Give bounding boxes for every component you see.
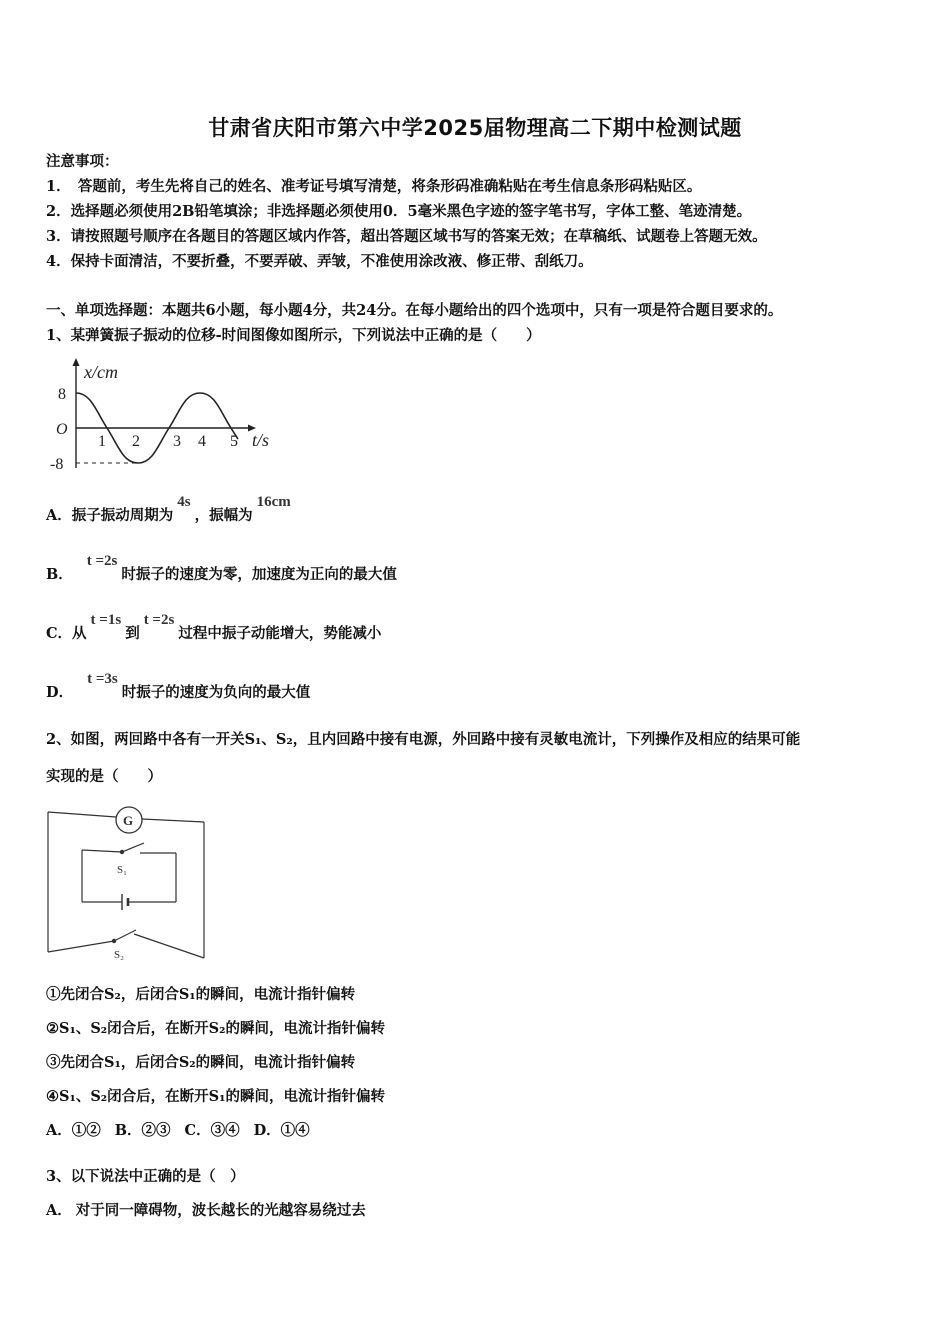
q3-option-a-letter: A．: [46, 1202, 72, 1219]
q3-option-a-text: 对于同一障碍物，波长越长的光越容易绕过去: [75, 1202, 366, 1219]
q2-statement-4: ④S₁、S₂闭合后，在断开S₁的瞬间，电流计指针偏转: [46, 1088, 385, 1105]
q1-x-tick-3: 3: [173, 433, 181, 450]
q2-choice-b-letter: B．: [114, 1122, 142, 1139]
q2-statement-1: ①先闭合S₂，后闭合S₁的瞬间，电流计指针偏转: [46, 986, 356, 1003]
q2-outer-top-left-wire: [48, 812, 116, 817]
q2-choice-b-text: ②③: [141, 1122, 171, 1139]
q1-option-d-text: 时振子的速度为负向的最大值: [121, 684, 311, 701]
q1-x-tick-5: 5: [230, 433, 238, 450]
q2-inner-top-left-wire: [82, 850, 122, 852]
q2-choice-d-letter: D．: [253, 1122, 281, 1139]
q1-y-tick-8: 8: [58, 386, 66, 403]
q1-y-tick-neg8: -8: [50, 456, 64, 473]
q1-option-c-time-2: t =2s: [143, 612, 175, 628]
q2-circuit-diagram: [44, 800, 208, 964]
q1-x-tick-1: 1: [98, 433, 106, 450]
q1-option-d: [46, 671, 311, 703]
q2-switch-s2-label: S₂: [114, 949, 124, 961]
q1-option-a-letter: A．: [46, 507, 72, 524]
notice-item-1: 1． 答题前，考生先将自己的姓名、准考证号填写清楚，将条形码准确粘贴在考生信息条形码粘贴区。: [46, 178, 702, 195]
q1-option-b-text: 时振子的速度为零，加速度为正向的最大值: [121, 566, 397, 583]
notice-item-4: 4．保持卡面清洁，不要折叠，不要弄破、弄皱，不准使用涂改液、修正带、刮纸刀。: [46, 253, 593, 270]
q1-option-b-letter: B．: [46, 566, 73, 583]
q1-option-c-text-2: 过程中振子动能增大，势能减小: [178, 625, 382, 642]
q1-option-c: [46, 612, 382, 644]
q3-option-a: [46, 1201, 366, 1221]
q1-option-c-time-1: t =1s: [90, 612, 122, 628]
notice-item-2: 2．选择题必须使用2B铅笔填涂；非选择题必须使用0．5毫米黑色字迹的签字笔书写，字体工整、笔迹清楚。: [46, 203, 752, 220]
page-title: 甘肃省庆阳市第六中学2025届物理高二下期中检测试题: [208, 116, 742, 140]
q2-choice-c-letter: C．: [184, 1122, 211, 1139]
q2-statement-2: ②S₁、S₂闭合后，在断开S₂的瞬间，电流计指针偏转: [46, 1020, 385, 1037]
q2-switch-s2-lever: [114, 930, 136, 941]
q2-outer-bottom-left-wire: [48, 941, 114, 952]
q1-option-d-letter: D．: [46, 684, 74, 701]
q1-origin-label: O: [56, 421, 68, 438]
q2-switch-s1-lever: [122, 843, 144, 852]
q2-stem-line-2: 实现的是（ ）: [46, 768, 162, 785]
q1-option-c-letter: C．: [46, 625, 73, 642]
q1-option-b: [46, 553, 397, 585]
q1-option-a-period: 4s: [177, 494, 191, 510]
q1-stem: 1、某弹簧振子振动的位移-时间图像如图所示，下列说法中正确的是（ ）: [46, 327, 541, 344]
q1-x-axis-label: t/s: [252, 430, 270, 450]
q2-outer-bottom-right-wire: [134, 934, 204, 958]
q1-x-tick-4: 4: [198, 433, 206, 450]
q1-option-c-text-1: 到: [125, 625, 140, 642]
q1-displacement-time-graph: [46, 356, 286, 476]
q2-choice-d-text: ①④: [280, 1122, 310, 1139]
q2-statement-3: ③先闭合S₁，后闭合S₂的瞬间，电流计指针偏转: [46, 1054, 356, 1071]
q1-y-axis-arrow: [73, 358, 80, 366]
q1-option-a: [46, 494, 295, 526]
q1-option-c-text-0: 从: [72, 625, 87, 642]
q1-y-axis-label: x/cm: [84, 362, 118, 382]
notice-item-3: 3．请按照题号顺序在各题目的答题区域内作答，超出答题区域书写的答案无效；在草稿纸、试题卷上答题无效。: [46, 228, 767, 245]
q1-x-tick-2: 2: [132, 433, 140, 450]
q1-option-d-time: t =3s: [87, 671, 118, 687]
q2-choice-a-letter: A．: [46, 1122, 72, 1139]
q2-switch-s1-label: S₁: [117, 864, 127, 876]
q1-option-a-text-2: ，振幅为: [194, 507, 253, 524]
notice-heading: 注意事项：: [46, 153, 119, 170]
q1-option-b-time: t =2s: [86, 553, 118, 569]
q2-choice-a-text: ①②: [71, 1122, 101, 1139]
q1-option-a-amplitude: 16cm: [256, 494, 291, 510]
q2-outer-top-right-wire: [142, 819, 204, 822]
q1-option-a-text-1: 振子振动周期为: [71, 507, 174, 524]
q2-choice-c-text: ③④: [210, 1122, 240, 1139]
q3-stem: 3、以下说法中正确的是（ ）: [46, 1168, 245, 1185]
section-heading: 一、单项选择题：本题共6小题，每小题4分，共24分。在每小题给出的四个选项中，只有一项是符合题目要求的。: [46, 302, 783, 319]
q2-stem-line-1: 2、如图，两回路中各有一开关S₁、S₂，且内回路中接有电源，外回路中接有灵敏电流计，下列操作及相应的结果可能: [46, 731, 801, 748]
q2-galvanometer-label: G: [123, 813, 134, 828]
q2-choices: [46, 1121, 310, 1141]
